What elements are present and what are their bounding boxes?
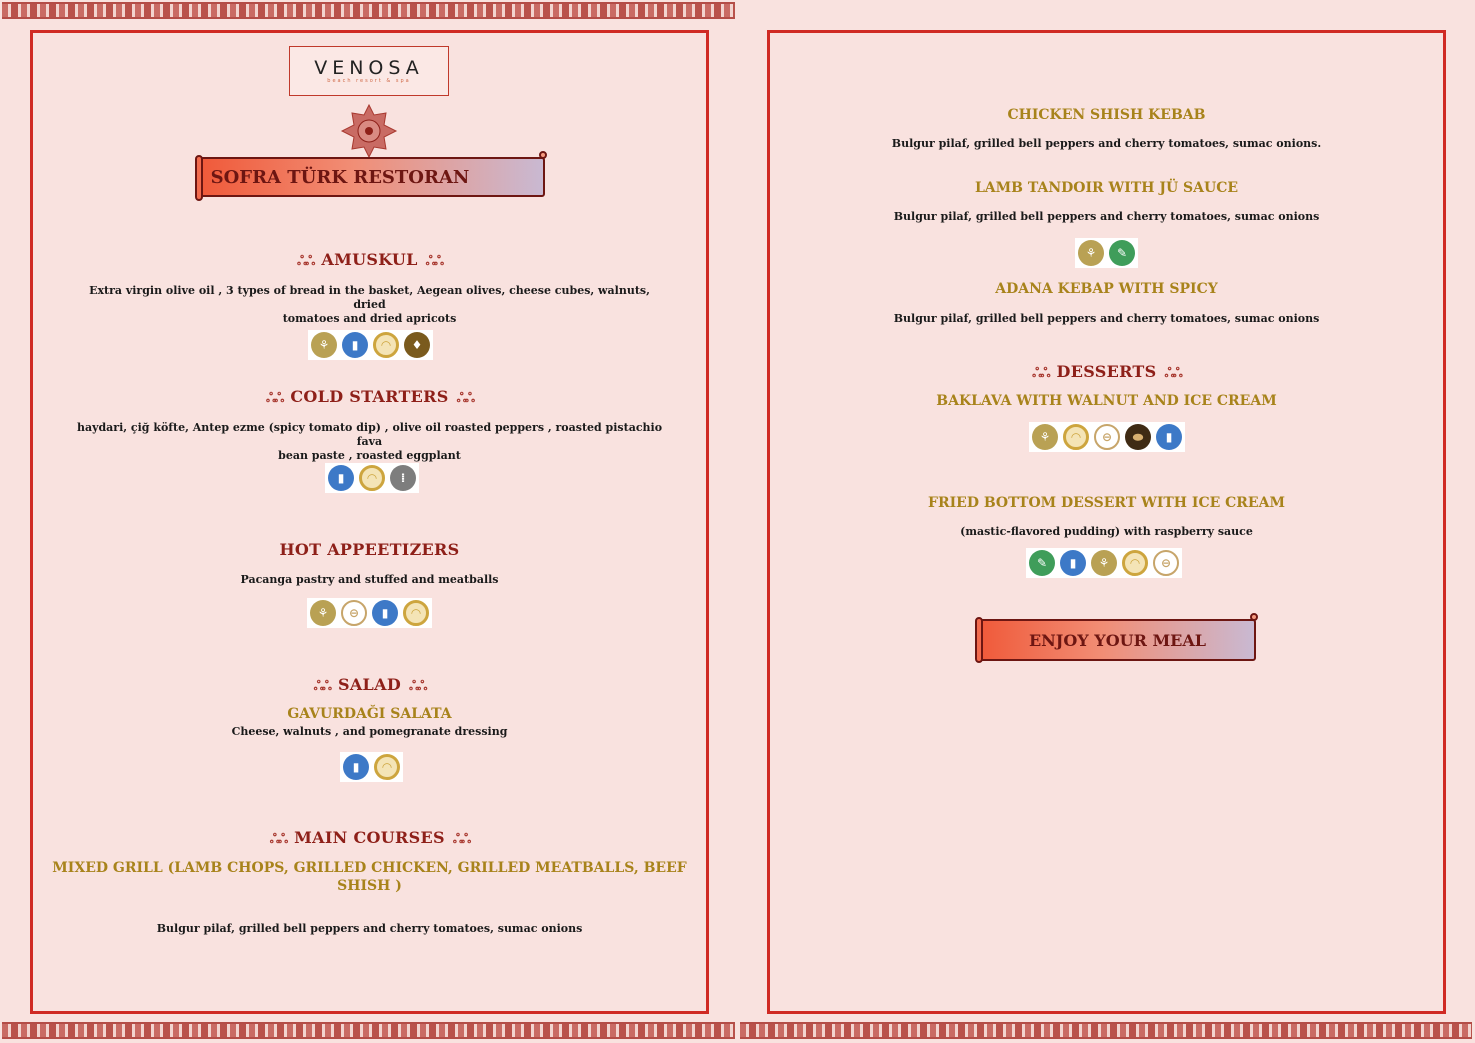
egg-icon: ◠ bbox=[1063, 424, 1089, 450]
milk-icon: ▮ bbox=[1156, 424, 1182, 450]
section-title-cold-starters: ஃஃ COLD STARTERS ஃஃ bbox=[265, 387, 474, 406]
milk-icon: ▮ bbox=[343, 754, 369, 780]
milk-icon: ▮ bbox=[328, 465, 354, 491]
egg-icon: ◠ bbox=[1122, 550, 1148, 576]
egg-icon: ◠ bbox=[403, 600, 429, 626]
amuskul-description: Extra virgin olive oil , 3 types of bread in the basket, Aegean olives, cheese cubes, walnuts, dried tomatoes and dried apricots bbox=[89, 284, 650, 325]
gluten-icon: ⚘ bbox=[310, 600, 336, 626]
chicken-shish-title: CHICKEN SHISH KEBAB bbox=[1007, 107, 1206, 123]
hot-appetizers-allergen-icons bbox=[307, 598, 432, 628]
bottom-border-band-left bbox=[2, 1022, 735, 1039]
gluten-icon: ⚘ bbox=[1091, 550, 1117, 576]
sesame-icon: ⁞ bbox=[390, 465, 416, 491]
fried-bottom-allergen-icons bbox=[1026, 548, 1182, 578]
fried-bottom-description: (mastic-flavored pudding) with raspberry sauce bbox=[960, 525, 1253, 538]
gluten-icon: ⚘ bbox=[1032, 424, 1058, 450]
chicken-shish-description: Bulgur pilaf, grilled bell peppers and cherry tomatoes, sumac onions. bbox=[891, 137, 1322, 150]
adana-kebap-description: Bulgur pilaf, grilled bell peppers and cherry tomatoes, sumac onions bbox=[893, 312, 1320, 325]
mixed-grill-description: Bulgur pilaf, grilled bell peppers and cherry tomatoes, sumac onions bbox=[156, 922, 583, 935]
restaurant-banner bbox=[199, 157, 545, 197]
section-title-salad: ஃஃ SALAD ஃஃ bbox=[313, 675, 426, 694]
ornament-left-icon: ஃஃ bbox=[269, 832, 287, 847]
egg-icon: ◠ bbox=[374, 754, 400, 780]
cold-starters-allergen-icons bbox=[325, 463, 419, 493]
hot-appetizers-description: Pacanga pastry and stuffed and meatballs bbox=[240, 573, 499, 586]
salad-description: Cheese, walnuts , and pomegranate dressing bbox=[231, 725, 508, 738]
bottom-border-band-right bbox=[740, 1022, 1472, 1039]
enjoy-meal-banner bbox=[979, 619, 1256, 661]
milk-icon: ▮ bbox=[342, 332, 368, 358]
venosa-logo bbox=[289, 46, 449, 96]
cold-starters-description: haydari, çiğ köfte, Antep ezme (spicy tomato dip) , olive oil roasted peppers , roasted pistachio fava bean paste , roasted eggplant bbox=[76, 421, 663, 462]
section-title-desserts: ஃஃ DESSERTS ஃஃ bbox=[1032, 362, 1181, 381]
milk-icon: ▮ bbox=[1060, 550, 1086, 576]
sulphite-icon: ⊖ bbox=[341, 600, 367, 626]
top-border-band bbox=[2, 2, 735, 19]
egg-icon: ◠ bbox=[359, 465, 385, 491]
section-title-main-courses: ஃஃ MAIN COURSES ஃஃ bbox=[269, 828, 470, 847]
enjoy-meal-banner-text: ENJOY YOUR MEAL bbox=[1028, 630, 1207, 650]
left-menu-page bbox=[30, 30, 709, 1014]
milk-icon: ▮ bbox=[372, 600, 398, 626]
lamb-tandoir-description: Bulgur pilaf, grilled bell peppers and cherry tomatoes, sumac onions bbox=[893, 210, 1320, 223]
sulphite-icon: ⊖ bbox=[1094, 424, 1120, 450]
ornament-medallion-icon bbox=[338, 103, 400, 157]
logo-name: VENOSA bbox=[314, 57, 424, 79]
ornament-right-icon: ஃஃ bbox=[425, 254, 443, 269]
ornament-left-icon: ஃஃ bbox=[1032, 366, 1049, 381]
fried-bottom-title: FRIED BOTTOM DESSERT WITH ICE CREAM bbox=[928, 495, 1285, 511]
logo-tagline: beach resort & spa bbox=[327, 78, 411, 84]
right-menu-page bbox=[767, 30, 1446, 1014]
nuts-icon: ♦ bbox=[404, 332, 430, 358]
egg-icon: ◠ bbox=[373, 332, 399, 358]
salad-allergen-icons bbox=[340, 752, 403, 782]
baklava-allergen-icons bbox=[1029, 422, 1185, 452]
adana-kebap-title: ADANA KEBAP WITH SPICY bbox=[995, 281, 1218, 297]
section-title-amuskul: ஃஃ AMUSKUL ஃஃ bbox=[296, 250, 443, 269]
restaurant-banner-text: SOFRA TÜRK RESTORAN bbox=[210, 166, 470, 188]
lamb-tandoir-title: LAMB TANDOIR WITH JÜ SAUCE bbox=[974, 180, 1239, 196]
amuskul-allergen-icons bbox=[308, 330, 433, 360]
lamb-tandoir-allergen-icons bbox=[1075, 238, 1138, 268]
gluten-icon: ⚘ bbox=[1078, 240, 1104, 266]
ornament-left-icon: ஃஃ bbox=[296, 254, 314, 269]
sulphite-icon: ⊖ bbox=[1153, 550, 1179, 576]
section-title-hot-appetizers: HOT APPEETIZERS bbox=[279, 540, 460, 559]
gluten-icon: ⚘ bbox=[311, 332, 337, 358]
baklava-title: BAKLAVA WITH WALNUT AND ICE CREAM bbox=[936, 393, 1277, 409]
ornament-left-icon: ஃஃ bbox=[265, 391, 283, 406]
ornament-right-icon: ஃஃ bbox=[1164, 366, 1181, 381]
ornament-right-icon: ஃஃ bbox=[409, 679, 426, 694]
salad-item-title: GAVURDAĞI SALATA bbox=[287, 706, 452, 722]
celery-icon: ✎ bbox=[1029, 550, 1055, 576]
ornament-right-icon: ஃஃ bbox=[452, 832, 470, 847]
ornament-right-icon: ஃஃ bbox=[456, 391, 474, 406]
bean-icon: ⬬ bbox=[1125, 424, 1151, 450]
mixed-grill-title: MIXED GRILL (LAMB CHOPS, GRILLED CHICKEN, GRILLED MEATBALLS, BEEF SHISH ) bbox=[52, 860, 687, 894]
celery-icon: ✎ bbox=[1109, 240, 1135, 266]
ornament-left-icon: ஃஃ bbox=[313, 679, 330, 694]
